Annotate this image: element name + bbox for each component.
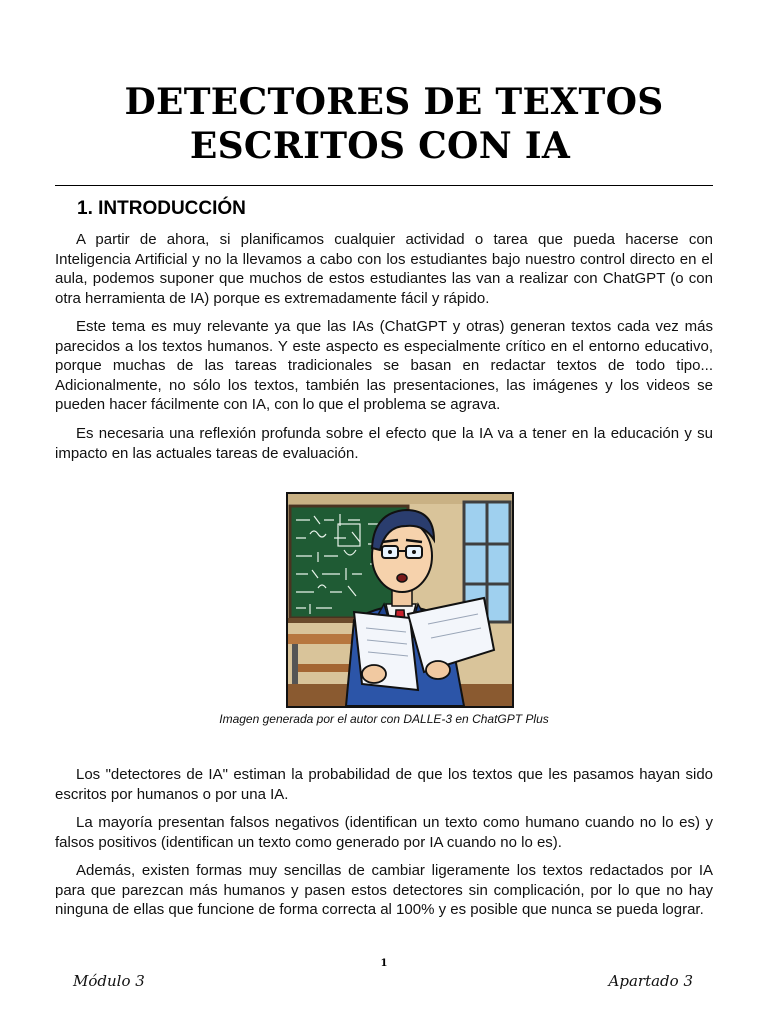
paragraph-2: Este tema es muy relevante ya que las IAs (ChatGPT y otras) generan textos cada vez más parecidos a los textos humanos. Y este aspecto es especialmente crítico en el entorno educativo, porque muchas de las tareas tradicionales se basan en redactar textos de todo tipo... Adicionalmente, no sólo los textos, también las presentaciones, las imágenes y los videos se pueden hacer fácilmente con IA, con lo que el problema se agrava. — [55, 318, 713, 413]
section-heading: 1. INTRODUCCIÓN — [77, 198, 246, 219]
footer-section: Apartado 3 — [608, 972, 693, 990]
footer-module: Módulo 3 — [73, 972, 145, 990]
title-line-1: DETECTORES DE TEXTOS — [124, 81, 664, 123]
paragraph-5: La mayoría presentan falsos negativos (identifican un texto como humano cuando no lo es) y falsos positivos (identifican un texto como generado por IA cuando no lo es). — [55, 814, 713, 851]
figure-illustration — [286, 492, 514, 708]
teacher-illustration — [288, 494, 512, 706]
paragraph-4: Los "detectores de IA" estiman la probabilidad de que los textos que les pasamos hayan sido escritos por humanos o por una IA. — [55, 766, 713, 803]
figure-caption: Imagen generada por el autor con DALLE-3 en ChatGPT Plus — [219, 712, 549, 726]
paragraph-6: Además, existen formas muy sencillas de cambiar ligeramente los textos redactados por IA para que parezcan más humanos y pasen estos detectores sin complicación, por lo que no hay ninguna de ellas que funcione de forma correcta al 100% y es posible que nunca se pueda lograr. — [55, 862, 713, 918]
title-divider — [55, 185, 713, 186]
title-line-2: ESCRITOS CON IA — [189, 125, 571, 167]
page-number: 1 — [380, 958, 388, 969]
paragraph-3: Es necesaria una reflexión profunda sobre el efecto que la IA va a tener en la educación y su impacto en las actuales tareas de evaluación. — [55, 425, 713, 462]
document-title — [0, 80, 768, 168]
paragraph-1: A partir de ahora, si planificamos cualquier actividad o tarea que pueda hacerse con Inteligencia Artificial y no la llevamos a cabo con los estudiantes bajo nuestro control directo en el aula, podemos suponer que muchos de estos estudiantes las van a realizar con ChatGPT (o con otra herramienta de IA) porque es extremadamente fácil y rápido. — [55, 231, 713, 307]
